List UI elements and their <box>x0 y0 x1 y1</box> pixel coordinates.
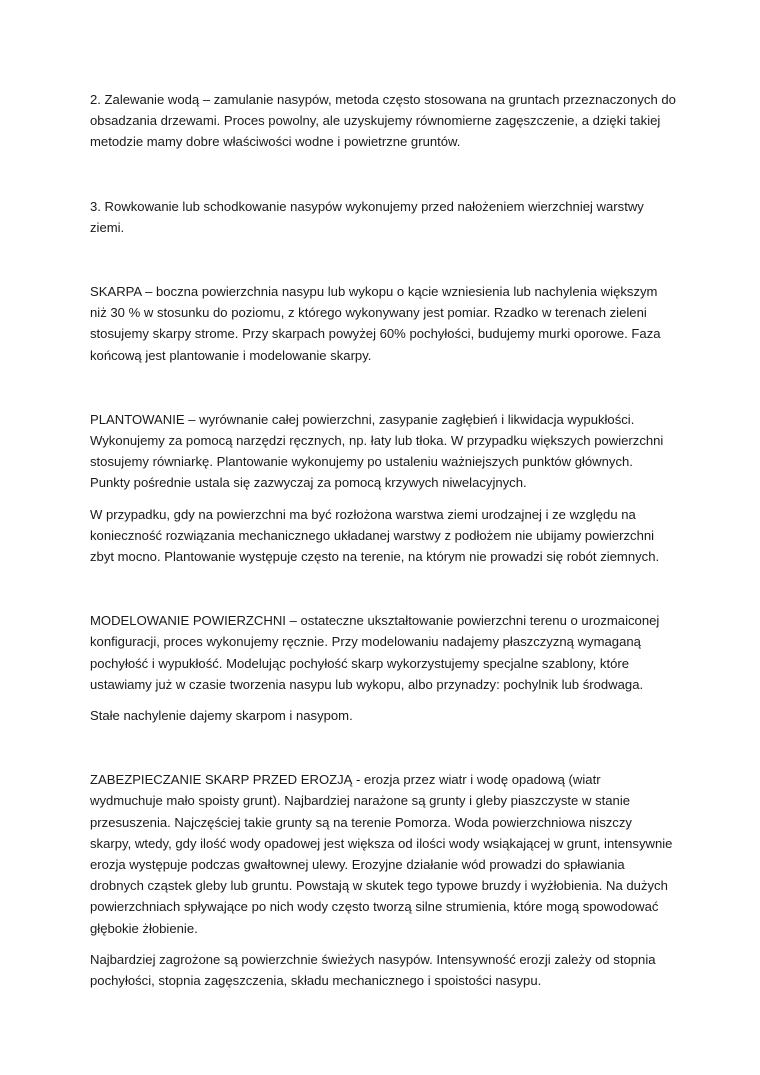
paragraph-modelowanie: MODELOWANIE POWIERZCHNI – ostateczne ukształtowanie powierzchni terenu o urozmaiconej konfiguracji, proces wykonujemy ręcznie. Przy modelowaniu nadajemy płaszczyzną wymaganą pochyłość i wypukłość. Modelując pochyłość skarp wykorzystujemy specjalne szablony, które ustawiamy już w czasie tworzenia nasypu lub wykopu, albo przynadzy: pochylnik lub środwaga. <box>90 613 660 692</box>
paragraph-zalewanie-woda: 2. Zalewanie wodą – zamulanie nasypów, metoda często stosowana na gruntach przeznaczonych do obsadzania drzewami. Proces powolny, ale uzyskujemy równomierne zagęszczenie, a dzięki takiej metodzie mamy dobre właściwości wodne i powietrzne gruntów. <box>90 92 676 150</box>
paragraph-stale-nachylenie: Stałe nachylenie dajemy skarpom i nasypom. <box>90 708 353 724</box>
paragraph-rowkowanie: 3. Rowkowanie lub schodkowanie nasypów wykonujemy przed nałożeniem wierzchniej warstwy ziemi. <box>90 198 644 235</box>
document-body <box>90 89 676 991</box>
paragraph-najbardziej-zagrozone: Najbardziej zagrożone są powierzchnie świeżych nasypów. Intensywność erozji zależy od stopnia pochyłości, stopnia zagęszczenia, składu mechanicznego i spoistości nasypu. <box>90 951 656 989</box>
paragraph-zabezpieczanie: ZABEZPIECZANIE SKARP PRZED EROZJĄ - erozja przez wiatr i wodę opadową (wiatr wydmuchuje mało spoisty grunt). Najbardziej narażone są grunty i gleby piaszczyste w stanie przesuszenia. Najczęściej takie grunty są na terenie Pomorza. Woda powierzchniowa niszczy skarpy, wtedy, gdy ilość wody opadowej jest większa od ilości wody wsiąkającej w grunt, intensywnie erozja występuje podczas gwałtownej ulewy. Erozyjne działanie wód prowadzi do spławiania drobnych cząstek gleby lub gruntu. Powstają w skutek tego typowe bruzdy i wyżłobienia. Na dużych powierzchniach spływające po nich wody często tworzą silne strumienia, które mogą spowodować głębokie żłobienie. <box>90 772 673 936</box>
paragraph-plantowanie: PLANTOWANIE – wyrównanie całej powierzchni, zasypanie zagłębień i likwidacja wypukłości. Wykonujemy za pomocą narzędzi ręcznych, np. łaty lub tłoka. W przypadku większych powierzchni stosujemy równiarkę. Plantowanie wykonujemy po ustaleniu ważniejszych punktów głównych. Punkty pośrednie ustala się zazwyczaj za pomocą krzywych niwelacyjnych. <box>90 411 664 491</box>
paragraph-plantowanie-cont: W przypadku, gdy na powierzchni ma być rozłożona warstwa ziemi urodzajnej i ze względu na konieczność rozwiązania mechanicznego układanej warstwy z podłożem nie ubijamy powierzchni zbyt mocno. Plantowanie występuje często na terenie, na którym nie prowadzi się robót ziemnych. <box>90 506 660 565</box>
paragraph-skarpa: SKARPA – boczna powierzchnia nasypu lub wykopu o kącie wzniesienia lub nachylenia większym niż 30 % w stosunku do poziomu, z którego wykonywany jest pomiar. Rzadko w terenach zieleni stosujemy skarpy strome. Przy skarpach powyżej 60% pochyłości, budujemy murki oporowe. Faza końcową jest plantowanie i modelowanie skarpy. <box>90 284 661 363</box>
